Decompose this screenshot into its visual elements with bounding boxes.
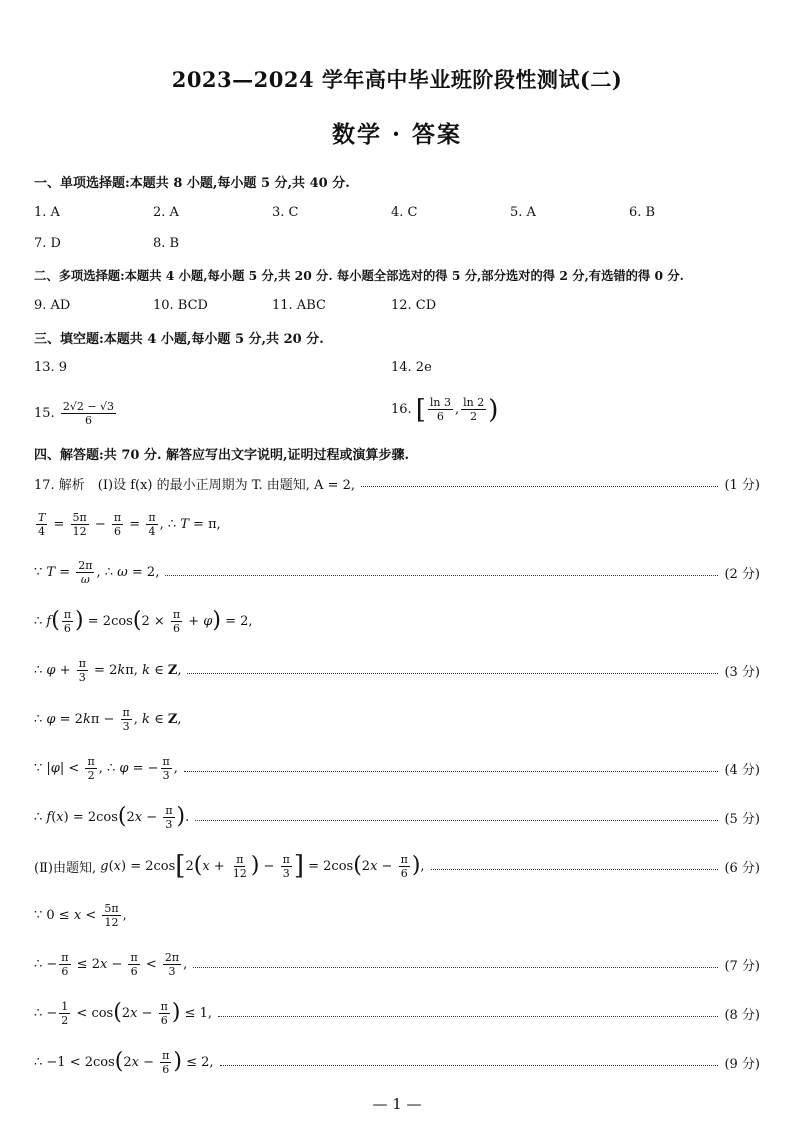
math-cos-range: ∴ − $\frac{1}{2}$ < cos ( 2 x − $\frac{\pi}{6}$ ) ≤ 1, — [34, 999, 213, 1027]
score-5: (5 分) — [724, 811, 760, 827]
score-4: (4 分) — [724, 762, 760, 778]
answer-9: 9. AD — [34, 298, 71, 313]
answer-8: 8. B — [153, 236, 180, 251]
solution-line-4 — [34, 604, 760, 638]
answer-16-num-2: ln 2 — [463, 396, 485, 409]
page-number: — 1 — — [372, 1095, 422, 1113]
answer-14: 14. 2e — [391, 360, 432, 375]
answer-4: 4. C — [391, 205, 418, 220]
answer-11: 11. ABC — [272, 298, 326, 313]
math-arg-range: ∴ − $\frac{\pi}{6}$ ≤ 2 x − $\frac{\pi}{6}$ < $\frac{2\pi}{3}$ , — [34, 950, 188, 978]
answer-row-2 — [34, 236, 764, 258]
answer-16-den-1: 6 — [436, 410, 444, 423]
answer-15-numerator: 2√2 − √3 — [62, 400, 115, 413]
score-7: (7 分) — [724, 958, 760, 974]
solution-line-13 — [34, 1045, 760, 1079]
section-4-heading: 四、解答题:共 70 分. 解答应写出文字说明,证明过程或演算步骤. — [34, 448, 410, 463]
answer-row-4 — [34, 360, 764, 382]
section-3-heading: 三、填空题:本题共 4 小题,每小题 5 分,共 20 分. — [34, 332, 324, 347]
section-1-heading: 一、单项选择题:本题共 8 小题,每小题 5 分,共 40 分. — [34, 176, 350, 191]
score-6: (6 分) — [724, 860, 760, 876]
math-f-value: ∴ f ( $\frac{\pi}{6}$ ) = 2cos ( 2 × $\frac{\pi}{6}$ + φ ) = 2, — [34, 607, 253, 635]
answer-3: 3. C — [272, 205, 299, 220]
answer-10: 10. BCD — [153, 298, 208, 313]
score-1: (1 分) — [724, 477, 760, 493]
solution-17-intro: 17. 解析 (Ⅰ)设 f(x) 的最小正周期为 T. 由题知, A = 2, — [34, 477, 356, 493]
answer-15-label: 15. — [34, 406, 55, 421]
answer-5: 5. A — [510, 205, 536, 220]
answer-16-den-2: 2 — [470, 410, 478, 423]
answer-row-3 — [34, 298, 764, 320]
answer-row-1 — [34, 205, 764, 227]
math-g-expression: (Ⅱ)由题知, g ( x ) = 2cos [ 2 ( x + $\frac{\pi}{12}$ ) − $\frac{\pi}{3}$ ] = 2cos ( 2 x − $\frac{\pi}{6}$ ) , — [34, 851, 425, 881]
math-period: $\frac{T}{4}$ = $\frac{5\pi}{12}$ − $\frac{\pi}{6}$ = $\frac{\pi}{4}$ , ∴ T = π, — [38, 510, 221, 538]
answer-16-label: 16. — [391, 402, 412, 417]
solution-line-2 — [34, 507, 760, 541]
solution-line-6 — [34, 702, 760, 736]
score-8: (8 分) — [724, 1007, 760, 1023]
score-3: (3 分) — [724, 664, 760, 680]
answer-2: 2. A — [153, 205, 179, 220]
solution-line-1 — [34, 474, 760, 492]
answer-7: 7. D — [34, 236, 61, 251]
answer-15-denominator: 6 — [84, 414, 92, 427]
answer-16-num-1: ln 3 — [429, 396, 451, 409]
solution-line-7 — [34, 751, 760, 785]
solution-line-9 — [34, 849, 760, 883]
answer-6: 6. B — [629, 205, 656, 220]
answer-15-fraction — [61, 400, 116, 427]
answer-13: 13. 9 — [34, 360, 68, 375]
solution-line-10 — [34, 898, 760, 932]
page-subtitle: 数学 · 答案 — [331, 121, 463, 148]
answer-row-5 — [34, 392, 764, 432]
solution-line-11 — [34, 947, 760, 981]
math-f-expression: ∴ f ( x ) = 2cos ( 2 x − $\frac{\pi}{3}$ ) . — [34, 803, 190, 831]
solution-line-3 — [34, 555, 760, 589]
section-2-heading: 二、多项选择题:本题共 4 小题,每小题 5 分,共 20 分. 每小题全部选对的得 5 分,部分选对的得 2 分,有选错的得 0 分. — [34, 268, 684, 283]
math-phi-value: ∵ | φ | < $\frac{\pi}{2}$ , ∴ φ = − $\frac{\pi}{3}$ , — [34, 754, 178, 782]
score-9: (9 分) — [724, 1056, 760, 1072]
answer-15 — [34, 400, 118, 427]
answer-12: 12. CD — [391, 298, 437, 313]
solution-line-12 — [34, 996, 760, 1030]
math-phi-sum: ∴ φ + $\frac{\pi}{3}$ = 2 k π, k ∈ Z , — [34, 656, 182, 684]
math-g-range: ∴ −1 < 2cos ( 2 x − $\frac{\pi}{6}$ ) ≤ 2, — [34, 1048, 214, 1076]
math-phi-general: ∴ φ = 2 k π − $\frac{\pi}{3}$ , k ∈ Z , — [34, 705, 182, 733]
math-x-range: ∵ 0 ≤ x < $\frac{5\pi}{12}$ , — [34, 901, 127, 929]
solution-line-5 — [34, 653, 760, 687]
score-2: (2 分) — [724, 566, 760, 582]
page-title: 2023—2024 学年高中毕业班阶段性测试(二) — [171, 67, 623, 92]
answer-16: 16. [ $\frac{\ln 3}{6}$ , $\frac{\ln 2}{2}$ ) — [391, 394, 499, 425]
solution-line-8 — [34, 800, 760, 834]
math-omega: ∵ T = $\frac{2\pi}{\omega}$ , ∴ ω = 2, — [34, 558, 160, 586]
answer-1: 1. A — [34, 205, 60, 220]
